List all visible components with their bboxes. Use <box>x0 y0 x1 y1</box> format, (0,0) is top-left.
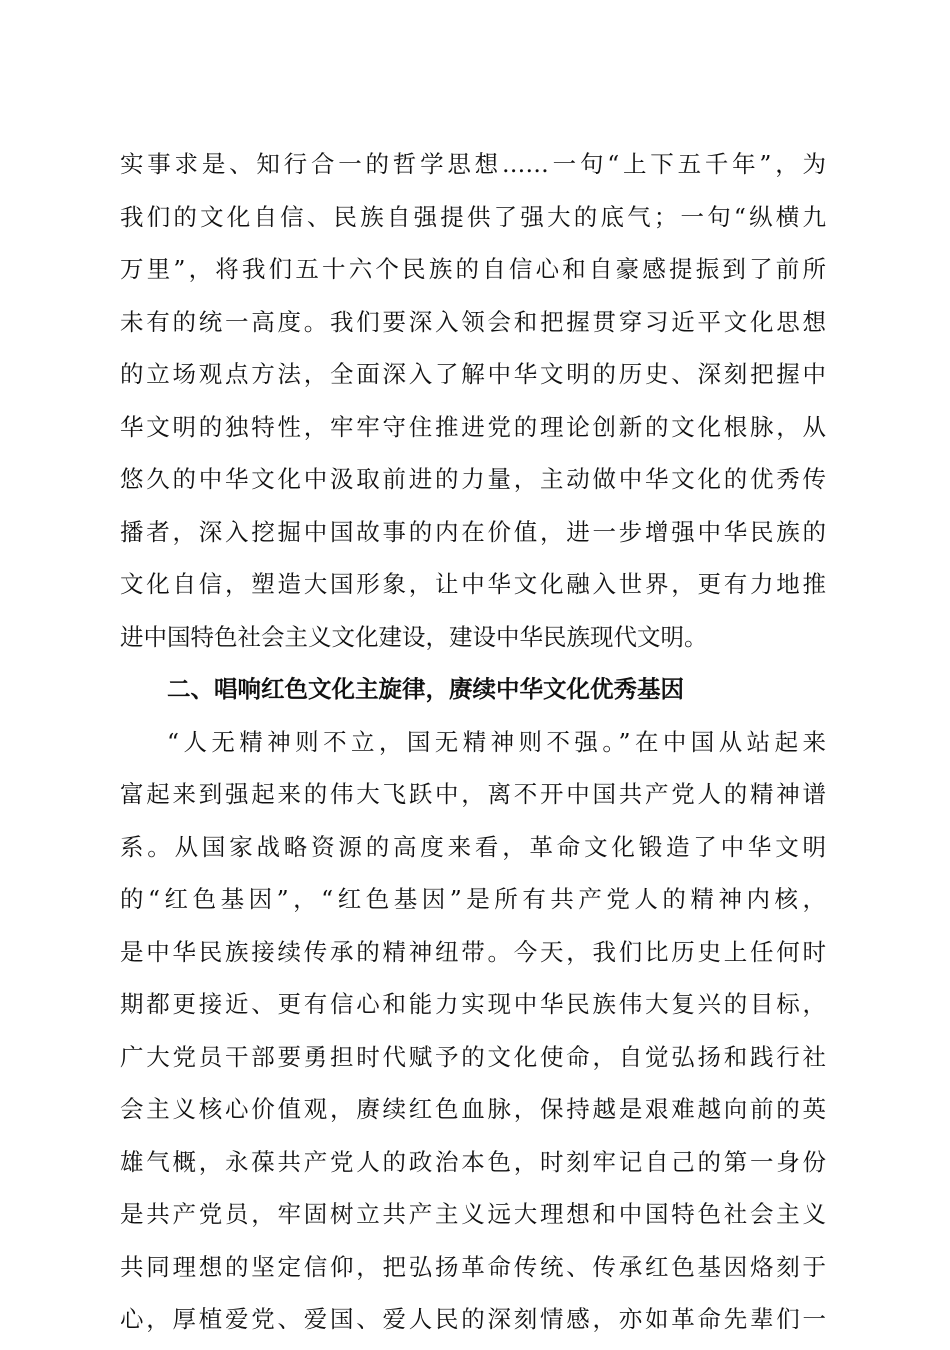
text-line: 期都更接近、更有信心和能力实现中华民族伟大复兴的目标， <box>120 990 826 1018</box>
text-line: 播者，深入挖掘中国故事的内在价值，进一步增强中华民族的 <box>120 517 826 546</box>
text-line: 会主义核心价值观，赓续红色血脉，保持越是艰难越向前的英 <box>120 1095 826 1123</box>
text-line: 华文明的独特性，牢牢守住推进党的理论创新的文化根脉，从 <box>120 412 826 441</box>
document-body <box>120 142 826 1350</box>
paragraph <box>120 720 826 1350</box>
text-line: 我们的文化自信、民族自强提供了强大的底气；一句“纵横九 <box>120 202 826 231</box>
text-line: 是中华民族接续传承的精神纽带。今天，我们比历史上任何时 <box>120 937 826 966</box>
text-line: 未有的统一高度。我们要深入领会和把握贯穿习近平文化思想 <box>120 307 826 336</box>
paragraph-continued <box>120 142 826 667</box>
text-line: 心，厚植爱党、爱国、爱人民的深刻情感，亦如革命先辈们一 <box>120 1305 826 1333</box>
text-line: 雄气概，永葆共产党人的政治本色，时刻牢记自己的第一身份 <box>120 1147 826 1176</box>
text-line: 是共产党员，牢固树立共产主义远大理想和中国特色社会主义 <box>120 1200 826 1228</box>
text-line: 广大党员干部要勇担时代赋予的文化使命，自觉弘扬和践行社 <box>120 1042 826 1071</box>
text-line: 实事求是、知行合一的哲学思想……一句“上下五千年”，为 <box>120 150 826 178</box>
text-line: “人无精神则不立，国无精神则不强。”在中国从站起来 <box>167 727 826 756</box>
text-line: 系。从国家战略资源的高度来看，革命文化锻造了中华文明 <box>120 832 826 861</box>
text-line: 共同理想的坚定信仰，把弘扬革命传统、传承红色基因烙刻于 <box>120 1252 826 1281</box>
text-line: 富起来到强起来的伟大飞跃中，离不开中国共产党人的精神谱 <box>120 780 826 808</box>
text-line: 万里”，将我们五十六个民族的自信心和自豪感提振到了前所 <box>120 255 826 283</box>
text-line: 进中国特色社会主义文化建设，建设中华民族现代文明。 <box>120 622 708 651</box>
text-line: 的“红色基因”，“红色基因”是所有共产党人的精神内核， <box>120 885 826 913</box>
text-line: 文化自信，塑造大国形象，让中华文化融入世界，更有力地推 <box>120 570 826 598</box>
section-heading: 二、唱响红色文化主旋律，赓续中华文化优秀基因 <box>167 675 684 703</box>
text-line: 的立场观点方法，全面深入了解中华文明的历史、深刻把握中 <box>120 360 826 388</box>
text-line: 悠久的中华文化中汲取前进的力量，主动做中华文化的优秀传 <box>120 465 826 493</box>
